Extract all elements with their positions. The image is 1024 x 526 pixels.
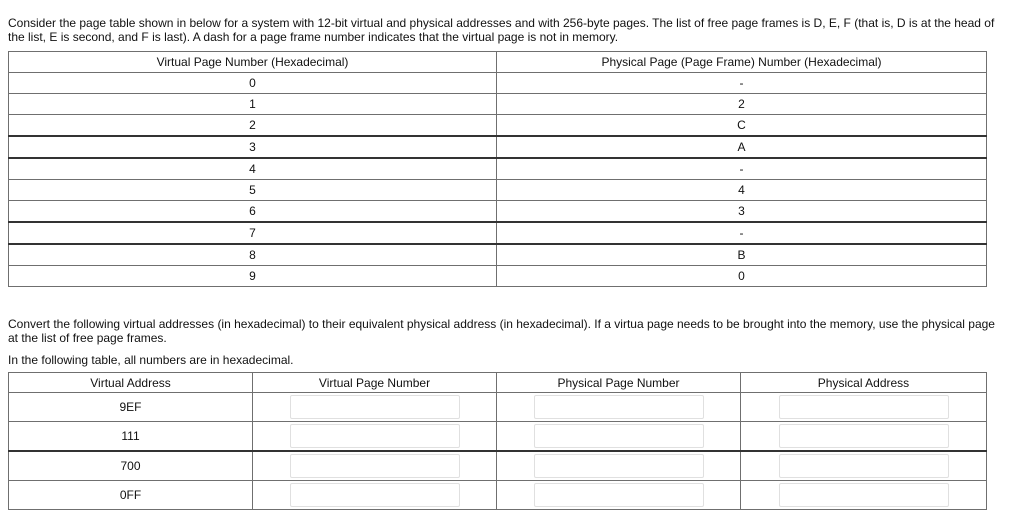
header-virtual-page-number: Virtual Page Number (Hexadecimal) [9, 52, 497, 73]
ppn-cell: - [497, 222, 987, 244]
vpn-input[interactable] [290, 395, 460, 419]
vpn-cell: 8 [9, 244, 497, 266]
table-row [9, 201, 987, 223]
vpn-cell: 9 [9, 266, 497, 287]
header-virtual-address: Virtual Address [9, 373, 253, 393]
vpn-cell: 1 [9, 94, 497, 115]
table-row [9, 158, 987, 180]
ppn-cell: - [497, 158, 987, 180]
vpn-cell: 5 [9, 180, 497, 201]
instruction-text: Convert the following virtual addresses (in hexadecimal) to their equivalent physical address (in hexadecimal). If a virtua page needs to be brought into the memory, use the physical page at the list of free page frames. [8, 317, 995, 345]
page-table-header-row [9, 52, 987, 73]
table-row [9, 73, 987, 94]
table-row [9, 94, 987, 115]
header-physical-page-number: Physical Page Number [497, 373, 741, 393]
ppn-answer-cell [497, 422, 741, 452]
table-row [9, 180, 987, 201]
vpn-cell: 7 [9, 222, 497, 244]
vpn-cell: 0 [9, 73, 497, 94]
header-physical-page-number: Physical Page (Page Frame) Number (Hexadecimal) [497, 52, 987, 73]
physical-address-input[interactable] [779, 395, 949, 419]
vpn-cell: 6 [9, 201, 497, 223]
vpn-answer-cell [253, 481, 497, 510]
vpn-cell: 4 [9, 158, 497, 180]
ppn-cell: 3 [497, 201, 987, 223]
ppn-input[interactable] [534, 483, 704, 507]
physical-address-input[interactable] [779, 454, 949, 478]
header-virtual-page-number: Virtual Page Number [253, 373, 497, 393]
table-row [9, 115, 987, 137]
note-text: In the following table, all numbers are in hexadecimal. [8, 353, 294, 367]
pa-answer-cell [741, 422, 987, 452]
table-row [9, 393, 987, 422]
table-row [9, 222, 987, 244]
table-row [9, 481, 987, 510]
vpn-input[interactable] [290, 483, 460, 507]
vpn-cell: 3 [9, 136, 497, 158]
ppn-answer-cell [497, 481, 741, 510]
vpn-cell: 2 [9, 115, 497, 137]
table-row [9, 136, 987, 158]
ppn-cell: - [497, 73, 987, 94]
ppn-answer-cell [497, 393, 741, 422]
virtual-address-cell: 111 [9, 422, 253, 452]
virtual-address-cell: 9EF [9, 393, 253, 422]
vpn-answer-cell [253, 422, 497, 452]
physical-address-input[interactable] [779, 424, 949, 448]
vpn-answer-cell [253, 451, 497, 481]
ppn-input[interactable] [534, 395, 704, 419]
header-physical-address: Physical Address [741, 373, 987, 393]
pa-answer-cell [741, 393, 987, 422]
page-table [8, 51, 987, 287]
vpn-input[interactable] [290, 454, 460, 478]
table-row [9, 451, 987, 481]
intro-text: Consider the page table shown in below for a system with 12-bit virtual and physical addresses and with 256-byte pages. The list of free page frames is D, E, F (that is, D is at the head of the list, E is second, and F is last). A dash for a page frame number indicates that the virtual page is not in memory. [8, 16, 995, 44]
vpn-answer-cell [253, 393, 497, 422]
ppn-cell: A [497, 136, 987, 158]
table-row [9, 266, 987, 287]
virtual-address-cell: 0FF [9, 481, 253, 510]
ppn-cell: B [497, 244, 987, 266]
ppn-cell: 4 [497, 180, 987, 201]
pa-answer-cell [741, 451, 987, 481]
conversion-table-header-row [9, 373, 987, 393]
virtual-address-cell: 700 [9, 451, 253, 481]
ppn-cell: 2 [497, 94, 987, 115]
pa-answer-cell [741, 481, 987, 510]
physical-address-input[interactable] [779, 483, 949, 507]
ppn-input[interactable] [534, 454, 704, 478]
vpn-input[interactable] [290, 424, 460, 448]
conversion-table [8, 372, 987, 510]
ppn-cell: 0 [497, 266, 987, 287]
table-row [9, 244, 987, 266]
table-row [9, 422, 987, 452]
ppn-answer-cell [497, 451, 741, 481]
ppn-input[interactable] [534, 424, 704, 448]
ppn-cell: C [497, 115, 987, 137]
